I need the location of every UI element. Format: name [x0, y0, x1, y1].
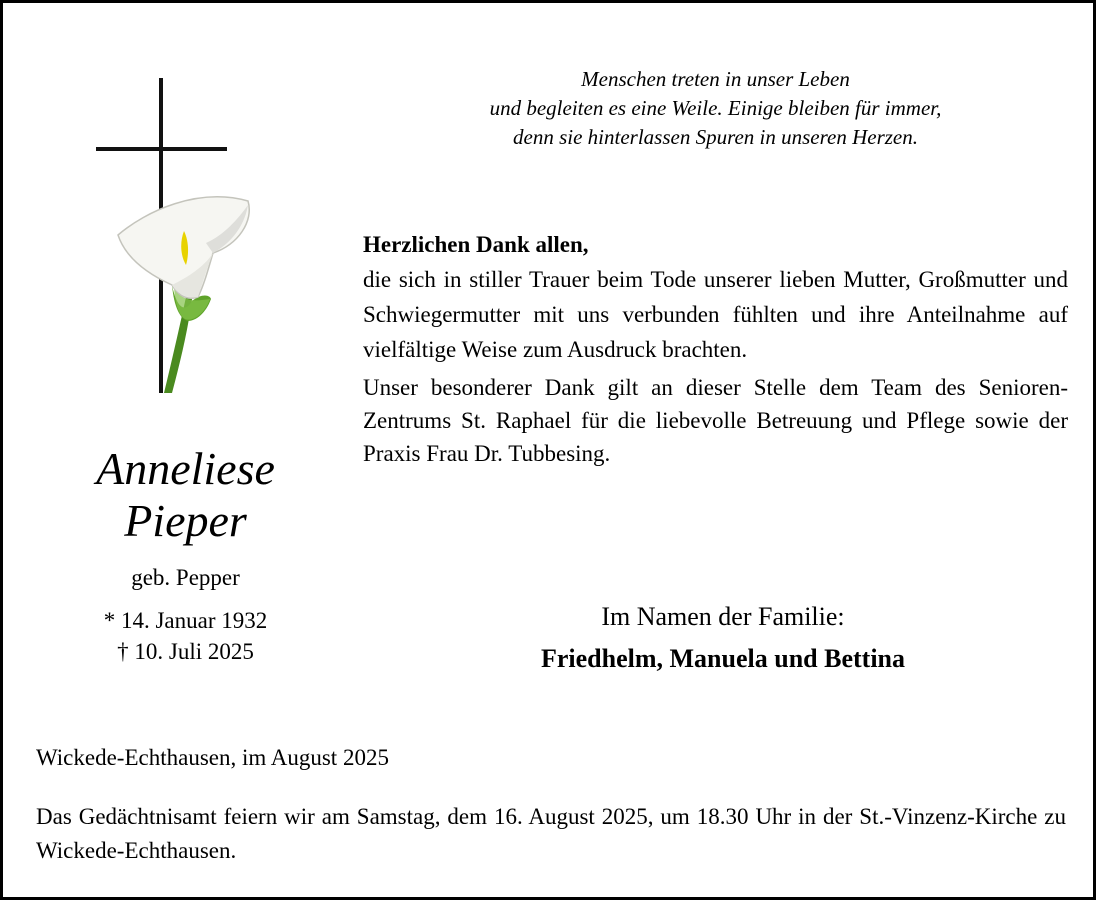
family-names: Friedhelm, Manuela und Bettina: [540, 644, 905, 673]
calla-lily-icon: [118, 197, 249, 393]
deceased-last-name: Pieper: [124, 495, 247, 546]
deceased-first-name: Anneliese: [96, 443, 275, 494]
thank-you-paragraph: die sich in stiller Trauer beim Tode unserer lieben Mutter, Großmutter und Schwiegermutter mit uns verbunden fühlten und ihre Anteilnahme auf vielfältige Weise zum Ausdruck brachten.: [363, 267, 1068, 362]
thank-you-message: [363, 227, 1068, 470]
special-thanks-paragraph: Unser besonderer Dank gilt an dieser Stelle dem Team des Senioren-Zentrums St. Raphael für die liebevolle Betreuung und Pflege sowie der Praxis Frau Dr. Tubbesing.: [363, 375, 1068, 466]
deceased-info: [73, 443, 298, 667]
death-date: † 10. Juli 2025: [117, 639, 254, 664]
poem-line: und begleiten es eine Weile. Einige bleiben für immer,: [489, 96, 942, 120]
memorial-poem: [363, 65, 1068, 152]
family-signature: [363, 599, 1083, 677]
thank-you-greeting: Herzlichen Dank allen,: [363, 232, 589, 257]
maiden-name: geb. Pepper: [131, 565, 240, 590]
poem-line: Menschen treten in unser Leben: [581, 67, 850, 91]
family-intro: Im Namen der Familie:: [601, 602, 845, 631]
cross-and-lily-emblem: [88, 75, 258, 400]
memorial-service-notice: Das Gedächtnisamt feiern wir am Samstag, dem 16. August 2025, um 18.30 Uhr in der St.-Vinzenz-Kirche zu Wickede-Echthausen.: [36, 804, 1066, 863]
life-dates: [73, 605, 298, 667]
place-and-date: Wickede-Echthausen, im August 2025: [36, 745, 389, 770]
poem-line: denn sie hinterlassen Spuren in unseren Herzen.: [513, 125, 918, 149]
birth-date: * 14. Januar 1932: [103, 608, 268, 633]
